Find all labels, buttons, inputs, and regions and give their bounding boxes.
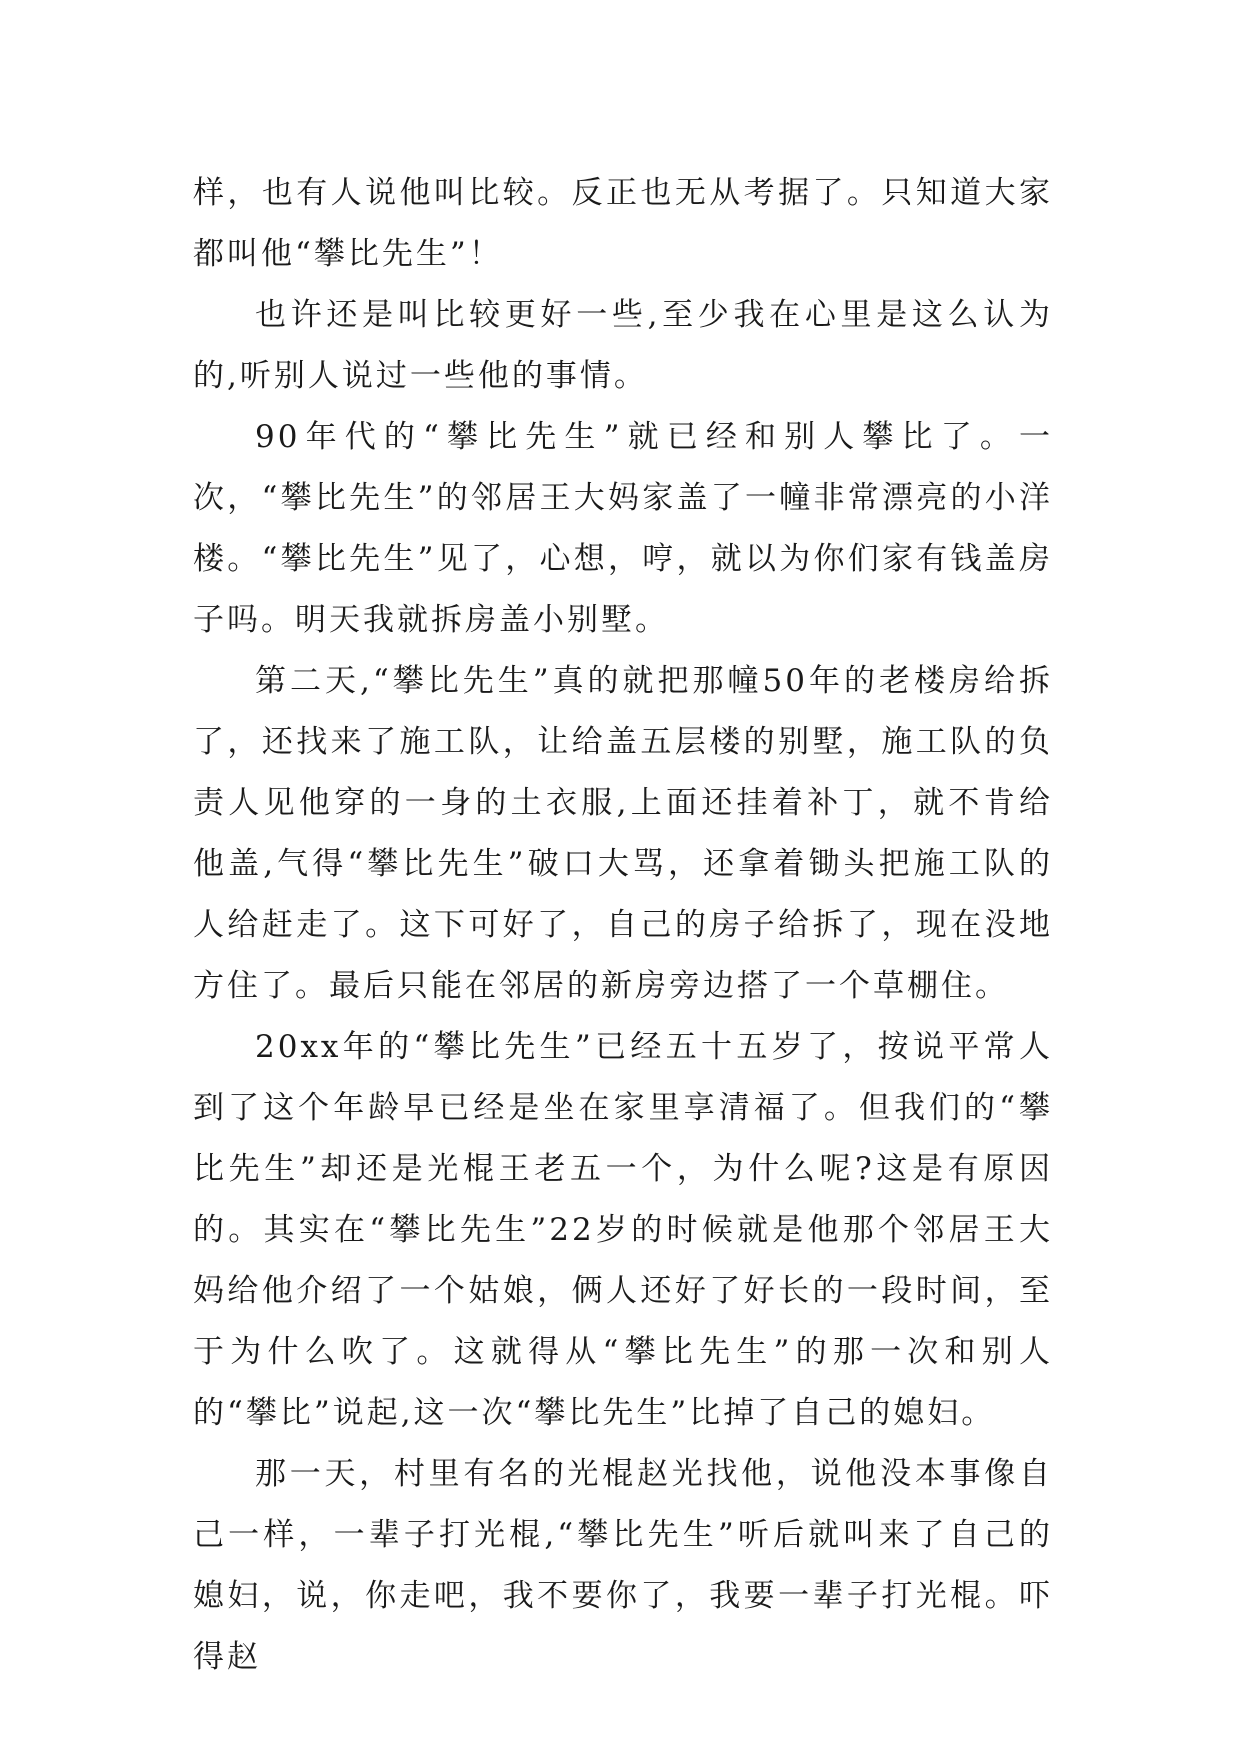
paragraph-5: 20xx年的“攀比先生”已经五十五岁了，按说平常人到了这个年龄早已经是坐在家里享清福了。但我们的“攀比先生”却还是光棍王老五一个，为什么呢?这是有原因的。其实在“攀比先生”22岁的时候就是他那个邻居王大妈给他介绍了一个姑娘，俩人还好了好长的一段时间，至于为什么吹了。这就得从“攀比先生”的那一次和别人的“攀比”说起,这一次“攀比先生”比掉了自己的媳妇。	[193, 1029, 1053, 1431]
paragraph-2: 也许还是叫比较更好一些,至少我在心里是这么认为的,听别人说过一些他的事情。	[193, 297, 1053, 394]
paragraph-6: 那一天，村里有名的光棍赵光找他，说他没本事像自己一样，一辈子打光棍,“攀比先生”听后就叫来了自己的媳妇，说，你走吧，我不要你了，我要一辈子打光棍。吓得赵	[193, 1456, 1053, 1675]
paragraph-1: 样，也有人说他叫比较。反正也无从考据了。只知道大家都叫他“攀比先生”！	[193, 175, 1053, 272]
paragraph-4: 第二天,“攀比先生”真的就把那幢50年的老楼房给拆了，还找来了施工队，让给盖五层楼的别墅，施工队的负责人见他穿的一身的土衣服,上面还挂着补丁，就不肯给他盖,气得“攀比先生”破口大骂，还拿着锄头把施工队的人给赶走了。这下可好了，自己的房子给拆了，现在没地方住了。最后只能在邻居的新房旁边搭了一个草棚住。	[193, 663, 1053, 1004]
paragraph-3: 90年代的“攀比先生”就已经和别人攀比了。一次，“攀比先生”的邻居王大妈家盖了一幢非常漂亮的小洋楼。“攀比先生”见了，心想，哼，就以为你们家有钱盖房子吗。明天我就拆房盖小别墅。	[193, 419, 1053, 638]
article-body	[193, 163, 1053, 1688]
